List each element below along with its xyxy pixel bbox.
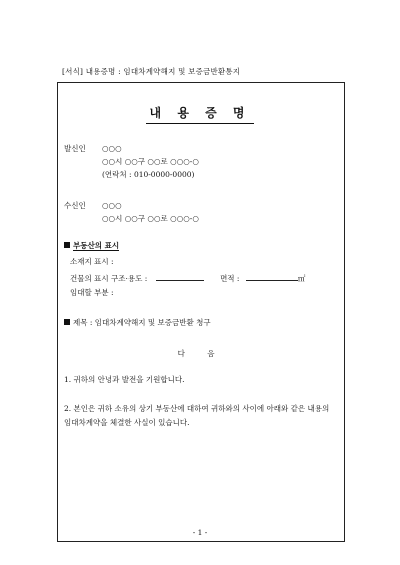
item-2-continued: 임대차계약을 체결한 사실이 있습니다. — [64, 418, 190, 427]
sender-label: 발신인 — [64, 144, 86, 153]
document-frame — [57, 82, 345, 542]
subject-row — [64, 318, 211, 328]
document-title: 내 용 증 명 — [146, 104, 254, 124]
subject-text: 제목 : 임대차계약해지 및 보증금반환 청구 — [73, 318, 211, 327]
location-label: 소재지 표시 : — [70, 257, 114, 266]
building-blank — [156, 272, 204, 281]
area-unit: ㎡ — [297, 274, 306, 283]
page-number: - 1 - — [192, 528, 208, 537]
recipient-name: ○○○ — [102, 201, 122, 210]
item-1: 1. 귀하의 안녕과 발전을 기원합니다. — [64, 375, 185, 384]
da-eum-heading: 다 음 — [177, 349, 225, 358]
area-blank — [246, 272, 298, 281]
leased-part-label: 임대할 부분 : — [70, 288, 114, 297]
sender-name: ○○○ — [102, 144, 122, 153]
document-caption: [서식] 내용증명 : 임대차계약해지 및 보증금반환통지 — [62, 67, 241, 76]
sender-contact: (연락처 : 010-0000-0000) — [102, 170, 195, 179]
square-bullet-icon — [64, 242, 70, 248]
property-heading — [64, 241, 119, 251]
area-label: 면적 : — [220, 274, 240, 283]
property-heading-text: 부동산의 표시 — [73, 241, 120, 250]
building-row — [70, 272, 305, 284]
item-2: 2. 본인은 귀하 소유의 상기 부동산에 대하여 귀하와의 사이에 아래와 같은 내용의 — [64, 404, 330, 413]
recipient-label: 수신인 — [64, 201, 86, 210]
recipient-address: ○○시 ○○구 ○○로 ○○○-○ — [102, 214, 199, 223]
square-bullet-icon — [64, 319, 70, 325]
building-label: 건물의 표시 구조·용도 : — [70, 274, 148, 283]
sender-address: ○○시 ○○구 ○○로 ○○○-○ — [102, 157, 199, 166]
